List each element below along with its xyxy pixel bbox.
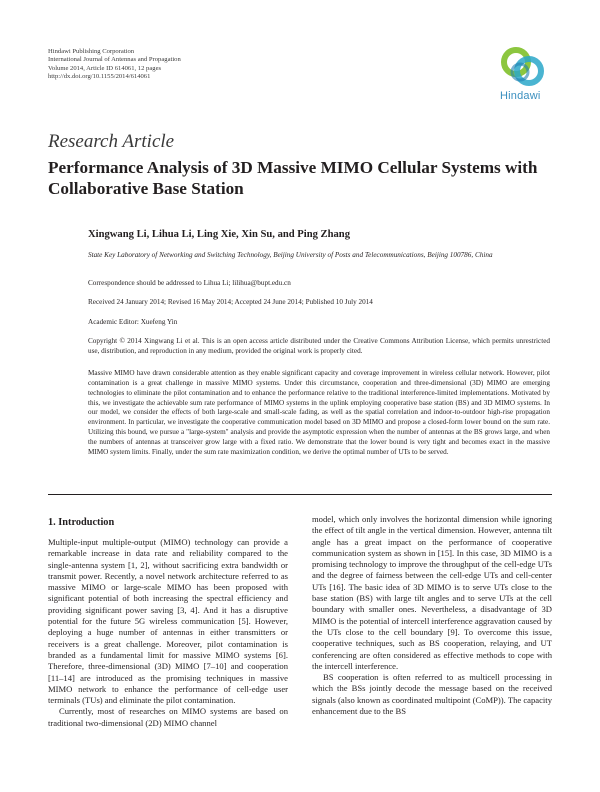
paragraph: Multiple-input multiple-output (MIMO) technology can provide a remarkable increase in data rate and reliability compared to the single-antenna system [1, 2], without sacrificing extra bandwidth or transmit power. Recently, a novel network architecture referred to as massive MIMO or large-scale MIMO has been proposed with significant potential of both increasing the spectral efficiency and providing significant power saving [3, 4]. And it has a disruptive potential for the future 5G wireless communication [5]. However, deploying a huge number of antennas in either transmitters or receivers is a great challenge. Moreover, pilot contamination is branded as a fundamental limit for massive MIMO systems [6]. Therefore, three-dimensional (3D) MIMO [7–10] and cooperation [11–14] are introduced as the promising techniques in massive MIMO network to enhance the performance of cell-edge user terminals (TUs) and eliminate the pilot contamination. bbox=[48, 537, 288, 706]
section-heading: 1. Introduction bbox=[48, 517, 115, 528]
right-column bbox=[312, 514, 552, 717]
paragraph: Currently, most of researches on MIMO systems are based on traditional two-dimensional (2D) MIMO channel bbox=[48, 706, 288, 728]
hindawi-logo-icon bbox=[498, 44, 548, 90]
journal-name: International Journal of Antennas and Propagation bbox=[48, 56, 181, 64]
doi-link[interactable]: http://dx.doi.org/10.1155/2014/614061 bbox=[48, 73, 151, 81]
correspondence: Correspondence should be addressed to Lihua Li; lilihua@bupt.edu.cn bbox=[88, 279, 291, 287]
author-list: Xingwang Li, Lihua Li, Ling Xie, Xin Su, and Ping Zhang bbox=[88, 229, 350, 240]
article-title: Performance Analysis of 3D Massive MIMO Cellular Systems with Collaborative Base Station bbox=[48, 158, 538, 198]
volume-line: Volume 2014, Article ID 614061, 12 pages bbox=[48, 64, 162, 72]
abstract: Massive MIMO have drawn considerable attention as they enable significant capacity and coverage improvement in wireless cellular network. However, pilot contamination is a great challenge in massive MIMO systems. Under this circumstance, cooperation and three-dimensional (3D) MIMO are emerging technologies to eliminate the pilot contamination and to enhance the performance relative to the traditional interference-limited implementations. Motivated by this, we investigate the achievable sum rate performance of MIMO systems in the uplink employing cooperative base station (BS) and 3D MIMO systems. In our model, we consider the effects of both large-scale and small-scale fading, as well as the spatial correlation and indoor-to-outdoor high-rise propagation environment. In particular, we investigate the cooperative communication model based on 3D MIMO and propose a closed-form lower bound on the sum rate. Utilizing this bound, we pursue a "large-system" analysis and provide the asymptotic expression when the number of antennas at the BS grows large, and when the numbers of antennas at transceiver grow large with a fixed ratio. We demonstrate that the lower bound is very tight and becomes exact in the massive MIMO system limits. Finally, under the sum rate maximization condition, we derive the optimal number of UTs to be served. bbox=[88, 369, 550, 456]
left-column bbox=[48, 517, 288, 729]
paragraph: BS cooperation is often referred to as multicell processing in which the BSs jointly decode the message based on the received signals (also known as coordinated multipoint (CoMP)). The capacity enhancement due to the BS bbox=[312, 672, 552, 717]
section-divider bbox=[48, 494, 552, 495]
copyright-notice: Copyright © 2014 Xingwang Li et al. This is an open access article distributed under the Creative Commons Attribution License, which permits unrestricted use, distribution, and reproduction in any medium, provided the original work is properly cited. bbox=[88, 337, 550, 355]
logo-text: Hindawi bbox=[500, 90, 541, 102]
article-type: Research Article bbox=[48, 131, 175, 152]
academic-editor: Academic Editor: Xuefeng Yin bbox=[88, 318, 178, 326]
affiliation: State Key Laboratory of Networking and Switching Technology, Beijing University of Posts and Telecommunications, Beijing 100786, China bbox=[88, 251, 493, 259]
journal-header bbox=[48, 48, 181, 82]
publication-dates: Received 24 January 2014; Revised 16 May 2014; Accepted 24 June 2014; Published 10 July 2014 bbox=[88, 298, 373, 306]
hindawi-logo bbox=[498, 44, 548, 104]
publisher-line: Hindawi Publishing Corporation bbox=[48, 48, 135, 55]
paragraph: model, which only involves the horizontal dimension while ignoring the effect of tilt angle in the vertical dimension. However, antenna tilt angle has a great impact on the performance of cooperative communication system as shown in [15]. In this case, 3D MIMO is a promising technology to improve the throughput of the cell-edge UTs and the degree of fairness between the cell-edge UTs and cell-center UTs [16]. The basic idea of 3D MIMO is to serve UTs close to the base station (BS) with large tilt angles and to serve UTs at the cell boundary with smaller ones. Nevertheless, a disadvantage of 3D MIMO is the potential of intercell interference aggravation caused by the UTs close to the cell boundary [9]. To overcome this issue, cooperative techniques, such as BS cooperation, relaying, and UT conferencing are often considered as effective methods to cope with the intercell interference. bbox=[312, 514, 552, 671]
